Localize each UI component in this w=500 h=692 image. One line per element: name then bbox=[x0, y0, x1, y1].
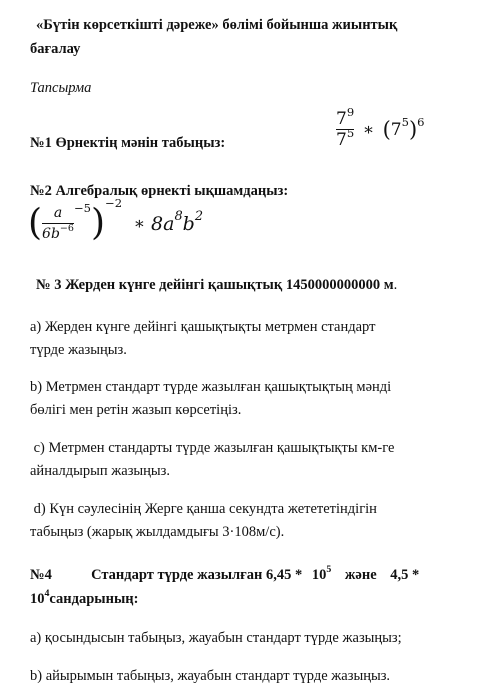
task1-fraction bbox=[336, 104, 355, 150]
task2-outer-exp: −2 bbox=[105, 196, 123, 211]
task3-d-line1: d) Күн сәулесінің Жерге қанша секундта жетететіндігін bbox=[30, 501, 377, 517]
task1-expression bbox=[336, 104, 425, 150]
task1-paren-inner-exp: 5 bbox=[401, 115, 409, 130]
task2-fraction bbox=[42, 204, 74, 243]
task2-operator: ∗ bbox=[133, 213, 146, 234]
task2-left-paren: ( bbox=[28, 202, 43, 244]
task1-operator: ∗ bbox=[362, 119, 375, 140]
task2-term-a-exp: 8 bbox=[174, 209, 183, 225]
task3-label-period: . bbox=[393, 277, 398, 293]
task3-b-line1: b) Метрмен стандарт түрде жазылған қашықтықтың мәнді bbox=[30, 379, 392, 395]
task2-right-paren: ) bbox=[90, 202, 106, 244]
task3-label-text: № 3 Жерден күнге дейінгі қашықтық 1450000000000 м bbox=[36, 277, 394, 293]
task4-text-c: 4,5 * bbox=[390, 567, 420, 583]
task4-exp2: 4 bbox=[44, 587, 50, 599]
task4-text-d: сандарының: bbox=[49, 591, 139, 607]
task3-c-line2: айналдырып жазыңыз. bbox=[30, 463, 171, 479]
task-heading: Тапсырма bbox=[30, 80, 92, 96]
task1-paren-base: 7 bbox=[390, 119, 402, 140]
task3-b-line2: бөлігі мен ретін жазып көрсетіңіз. bbox=[30, 402, 242, 418]
task3-a-line1: а) Жерден күнге дейінгі қашықтықты метрмен стандарт bbox=[30, 319, 376, 335]
task4-text-a: Стандарт түрде жазылған 6,45 * bbox=[91, 567, 303, 583]
task2-den-exp: −6 bbox=[59, 222, 74, 234]
task3-a-line2: түрде жазыңыз. bbox=[30, 342, 127, 358]
task1-num-exp: 9 bbox=[346, 104, 355, 119]
task4-b: b) айырымын табыңыз, жауабын стандарт түрде жазыңыз. bbox=[30, 668, 391, 684]
task1-den-base: 7 bbox=[336, 130, 347, 150]
task3-c-line1: с) Метрмен стандарты түрде жазылған қашықтықты км-ге bbox=[30, 440, 395, 456]
task1-left-paren: ( bbox=[382, 117, 391, 142]
task4-number: №4 bbox=[30, 567, 52, 583]
task4-base1: 10 bbox=[311, 567, 327, 583]
task2-den-coef: 6b bbox=[42, 226, 60, 242]
task2-term-b: b bbox=[182, 212, 195, 235]
task4-line2 bbox=[30, 587, 139, 608]
task4-base2: 10 bbox=[30, 591, 45, 607]
task3-label bbox=[36, 276, 397, 294]
task1-den-exp: 5 bbox=[346, 125, 355, 140]
task1-label: №1 Өрнектің мәнін табыңыз: bbox=[30, 135, 226, 151]
task4-text-b: және bbox=[344, 567, 377, 583]
task2-expression bbox=[28, 196, 204, 254]
task2-term bbox=[151, 209, 204, 235]
task1-right-paren: ) bbox=[408, 117, 418, 142]
task2-label: №2 Алгебралық өрнекті ықшамдаңыз: bbox=[30, 183, 289, 199]
task2-inner-exp: −5 bbox=[73, 201, 91, 216]
task2-term-coef: 8a bbox=[151, 212, 175, 235]
task1-paren-outer-exp: 6 bbox=[417, 114, 425, 129]
task4-a: а) қосындысын табыңыз, жауабын стандарт түрде жазыңыз; bbox=[30, 630, 402, 646]
task3-d-line2: табыңыз (жарық жылдамдығы 3·108м/с). bbox=[30, 524, 285, 540]
document-title-line2: бағалау bbox=[30, 41, 81, 57]
task1-num-base: 7 bbox=[336, 109, 347, 129]
task2-term-b-exp: 2 bbox=[194, 209, 204, 225]
task4-line1 bbox=[30, 563, 420, 584]
task2-num: a bbox=[53, 205, 63, 221]
document-title-line1: «Бүтін көрсеткішті дәреже» бөлімі бойынша жиынтық bbox=[36, 17, 398, 33]
task4-exp1: 5 bbox=[326, 563, 332, 575]
